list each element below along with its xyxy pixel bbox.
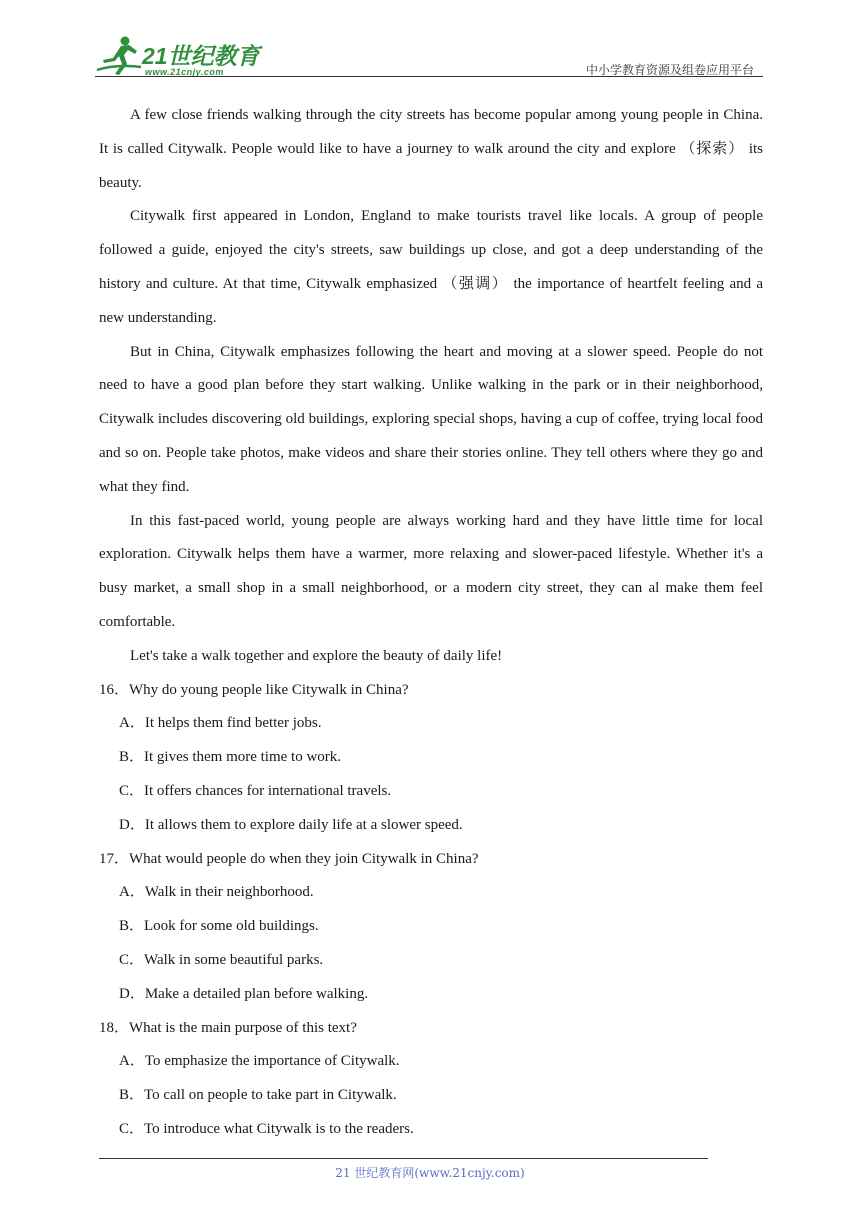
question-16 bbox=[99, 674, 763, 843]
passage-paragraph: In this fast-paced world, young people are always working hard and they have little time for local exploration. Citywalk helps them have a warmer, more relaxing and slower-paced lifestyle. Whether it's a busy market, a small shop in a small neighborhood, or a modern city street, they can al make them feel comfortable. bbox=[99, 512, 763, 630]
passage-paragraph: A few close friends walking through the city streets has become popular among young people in China. It is called Citywalk. People would like to have a journey to walk around the city and explore （探索） its beauty. bbox=[99, 107, 763, 191]
runner-icon bbox=[95, 34, 145, 78]
reading-passage bbox=[99, 99, 763, 674]
question-17 bbox=[99, 843, 763, 1012]
site-logo bbox=[95, 34, 265, 78]
question-stem: 17．What would people do when they join Citywalk in China? bbox=[99, 850, 479, 867]
header-divider bbox=[95, 76, 763, 77]
passage-paragraph: But in China, Citywalk emphasizes following the heart and moving at a slower speed. People do not need to have a good plan before they start walking. Unlike walking in the park or in their neighborhood, Citywalk includes discovering old buildings, exploring special shops, having a cup of coffee, trying local food and so on. People take photos, make videos and share their stories online. They tell others where they go and what they find. bbox=[99, 343, 763, 495]
footer-divider bbox=[99, 1158, 708, 1159]
logo-url: www.21cnjy.com bbox=[145, 67, 224, 77]
question-stem: 18．What is the main purpose of this text? bbox=[99, 1019, 357, 1036]
answer-option: B．To call on people to take part in Citywalk. bbox=[119, 1087, 397, 1104]
answer-option: A．To emphasize the importance of Citywalk. bbox=[119, 1053, 400, 1070]
answer-option: C．To introduce what Citywalk is to the readers. bbox=[119, 1120, 414, 1137]
logo-wordmark: 21世纪教育 bbox=[142, 43, 260, 69]
passage-paragraph: Citywalk first appeared in London, England to make tourists travel like locals. A group of people followed a guide, enjoyed the city's streets, saw buildings up close, and got a deep understanding of the history and culture. At that time, Citywalk emphasized （强调） the importance of heartfelt feeling and a new understanding. bbox=[99, 208, 763, 326]
header-platform-name: 中小学教育资源及组卷应用平台 bbox=[585, 63, 754, 77]
answer-option: D．It allows them to explore daily life at a slower speed. bbox=[119, 816, 463, 833]
answer-option: C．It offers chances for international travels. bbox=[119, 782, 392, 799]
question-18 bbox=[99, 1012, 763, 1147]
page-header bbox=[95, 30, 760, 80]
answer-option: A．It helps them find better jobs. bbox=[119, 715, 322, 732]
answer-option: B．Look for some old buildings. bbox=[119, 918, 319, 935]
question-stem: 16．Why do young people like Citywalk in China? bbox=[99, 681, 409, 698]
answer-option: D．Make a detailed plan before walking. bbox=[119, 985, 369, 1002]
document-body bbox=[99, 99, 763, 1147]
footer-link[interactable]: 21 世纪教育网(www.21cnjy.com) bbox=[335, 1166, 525, 1180]
passage-paragraph: Let's take a walk together and explore the beauty of daily life! bbox=[130, 647, 503, 664]
answer-option: A．Walk in their neighborhood. bbox=[119, 884, 314, 901]
answer-option: B．It gives them more time to work. bbox=[119, 749, 342, 766]
answer-option: C．Walk in some beautiful parks. bbox=[119, 951, 324, 968]
